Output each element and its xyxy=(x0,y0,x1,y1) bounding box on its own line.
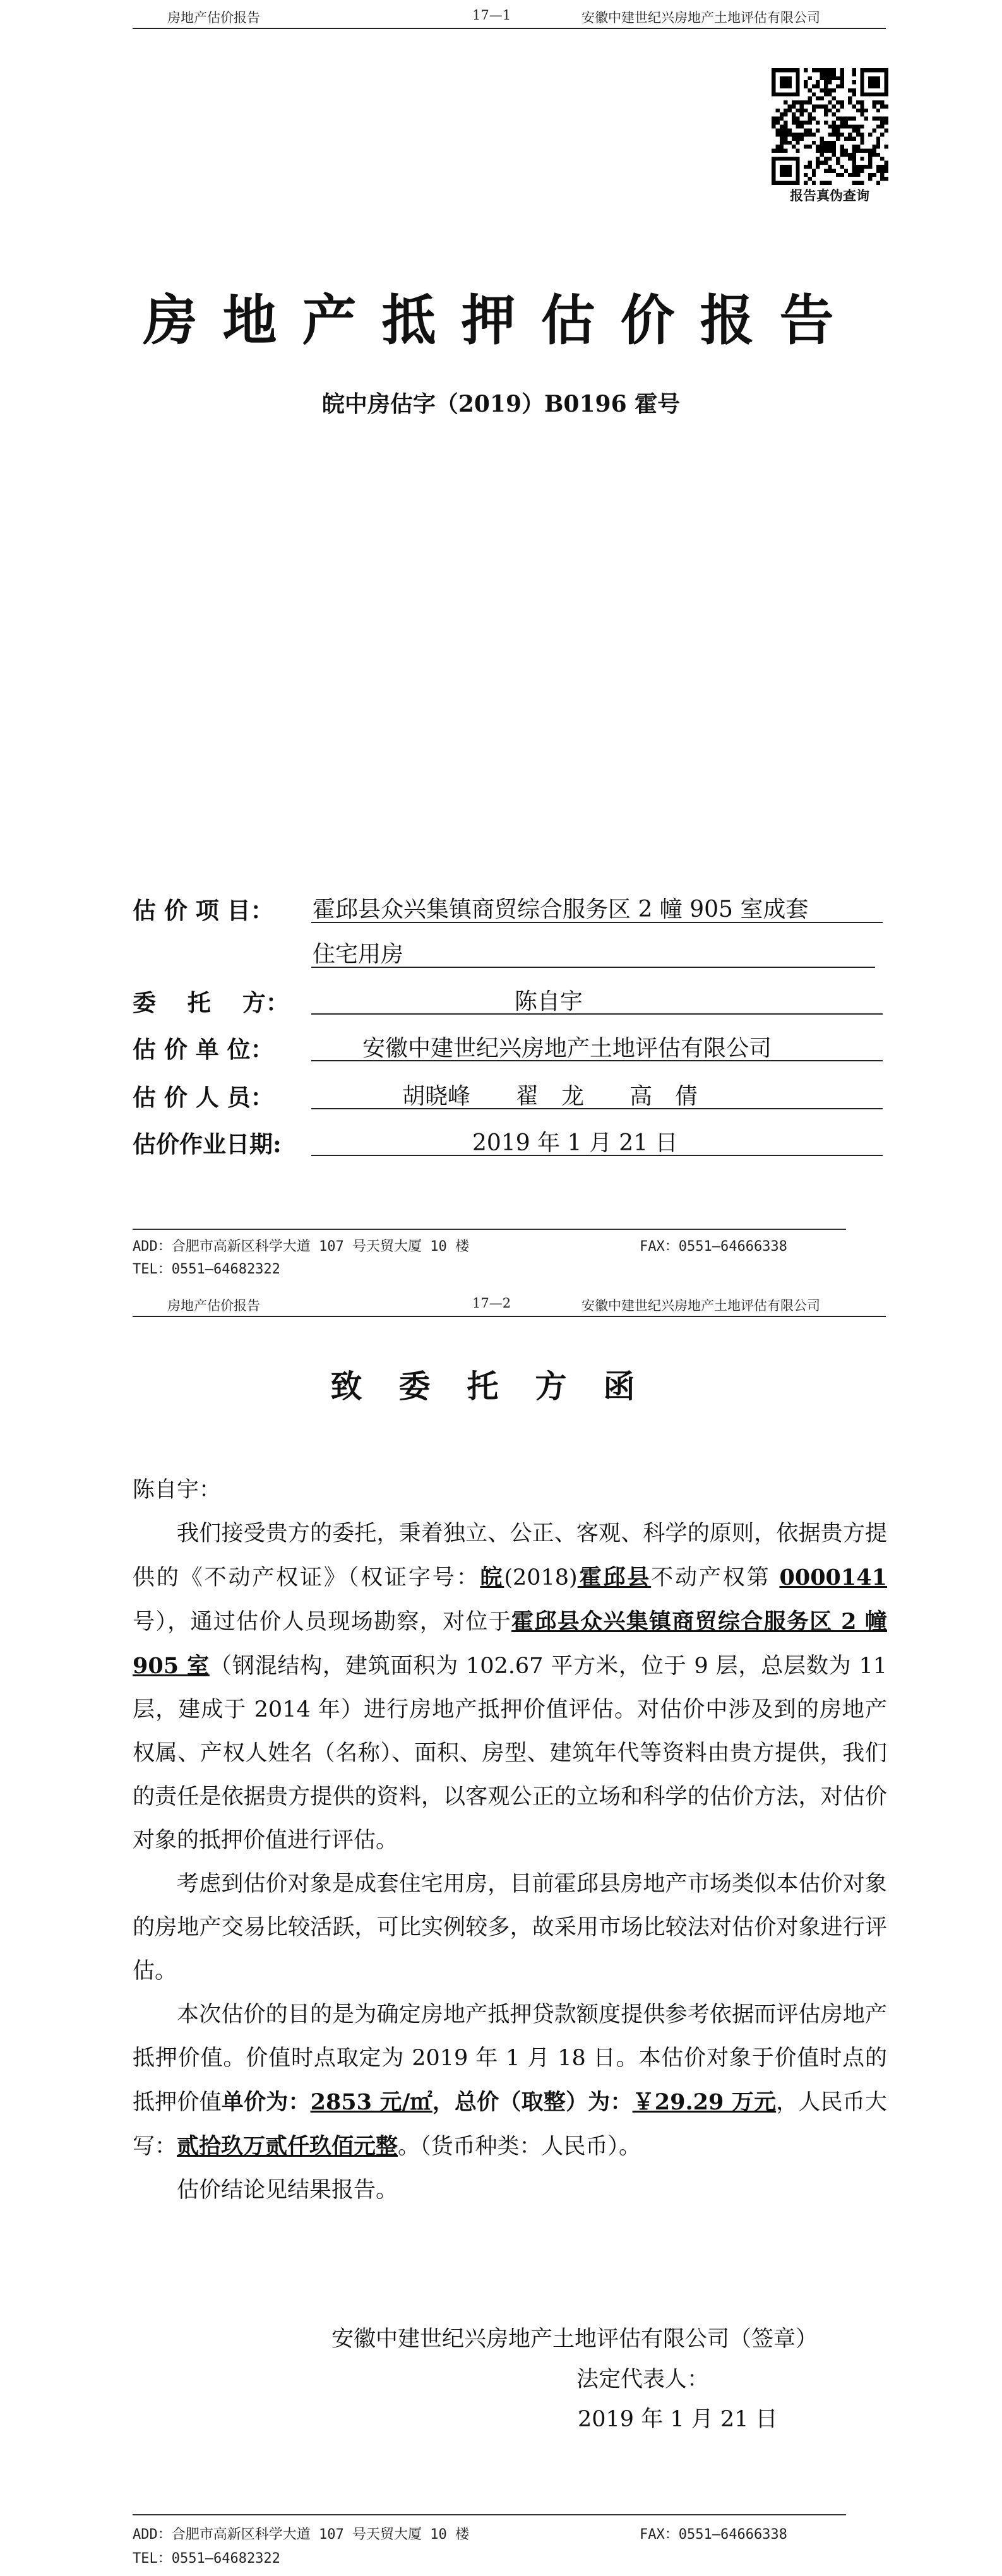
bold-text: ，总价（取整）为： xyxy=(432,2089,633,2115)
signature-representative: 法定代表人： xyxy=(576,2367,710,2392)
underlined-text: 霍邱县众兴集镇商贸综合服务区 2 幢 905 室 xyxy=(133,1609,887,1679)
project-value-line2: 住宅用房 xyxy=(313,941,404,967)
footer-fax: FAX：0551—64666338 xyxy=(640,2527,787,2543)
header-rule xyxy=(133,28,886,29)
header-rule xyxy=(133,1316,886,1317)
footer-tel: TEL：0551—64682322 xyxy=(133,2551,280,2567)
page-number: 17—2 xyxy=(472,1296,511,1311)
underline xyxy=(311,1060,883,1061)
text-run: (2018) xyxy=(504,1565,578,1590)
running-header-left: 房地产估价报告 xyxy=(167,1298,260,1313)
salutation: 陈自宇： xyxy=(133,1477,222,1503)
text-run: 我们接受贵方的委托，秉着独立、公正、客观、科学的原则，依据贵方提供的《不动产权证》（权证字号： xyxy=(133,1521,887,1590)
signature-date: 2019 年 1 月 21 日 xyxy=(578,2407,778,2432)
org-value: 安徽中建世纪兴房地产土地评估有限公司 xyxy=(362,1035,772,1061)
paragraph-2: 考虑到估价对象是成套住宅用房，目前霍邱县房地产市场类似本估价对象的房地产交易比较活跃，可比实例较多，故采用市场比较法对估价对象进行评估。 xyxy=(133,1871,887,1984)
text-run: （钢混结构，建筑面积为 102.67 平方米，位于 9 层，总层数为 11 层，建成于 2014 年）进行房地产抵押价值评估。对估价中涉及到的房地产权属、产权人姓名（名称）、面积、房型、建筑年代等资料由贵方提供，我们的责任是依据贵方提供的资料，以客观公正的立场和科学的估价方法，对估价对象的抵押价值进行评估。 xyxy=(133,1654,887,1853)
underline xyxy=(311,967,875,968)
underline xyxy=(311,1108,883,1109)
staff-value: 胡晓峰 翟 龙 高 倩 xyxy=(402,1083,698,1109)
date-value: 2019 年 1 月 21 日 xyxy=(472,1130,678,1156)
running-header-right: 安徽中建世纪兴房地产土地评估有限公司 xyxy=(582,1298,820,1313)
running-header-left: 房地产估价报告 xyxy=(167,10,260,25)
paragraph-3 xyxy=(133,1993,887,2169)
client-value: 陈自宇 xyxy=(515,989,583,1015)
unit-price: 2853 元/㎡ xyxy=(310,2089,432,2115)
footer-fax: FAX：0551—64666338 xyxy=(640,1239,787,1255)
running-header-right: 安徽中建世纪兴房地产土地评估有限公司 xyxy=(582,10,820,25)
underlined-text: 皖 xyxy=(480,1565,504,1590)
footer-rule xyxy=(133,2514,846,2515)
total-price: ￥29.29 万元 xyxy=(632,2089,777,2115)
client-label: 委 托 方： xyxy=(133,989,289,1017)
footer-tel: TEL：0551—64682322 xyxy=(133,1261,280,1277)
underlined-text: 0000141 xyxy=(779,1565,887,1590)
page-number: 17—1 xyxy=(472,8,511,23)
qr-caption: 报告真伪查询 xyxy=(790,188,869,203)
underline xyxy=(311,1013,883,1015)
amount-in-words: 贰拾玖万贰仟玖佰元整 xyxy=(177,2133,398,2159)
footer-rule xyxy=(133,1229,846,1230)
org-label: 估 价 单 位： xyxy=(133,1035,274,1063)
text-run: 不动产权第 xyxy=(651,1565,780,1590)
paragraph-4: 估价结论见结果报告。 xyxy=(177,2178,398,2203)
underline xyxy=(311,1155,883,1156)
footer-address: ADD：合肥市高新区科学大道 107 号天贸大厦 10 楼 xyxy=(133,1239,469,1255)
qr-code-icon[interactable] xyxy=(772,68,888,185)
project-value-line1: 霍邱县众兴集镇商贸综合服务区 2 幢 905 室成套 xyxy=(313,897,809,922)
signature-company: 安徽中建世纪兴房地产土地评估有限公司（签章） xyxy=(331,2327,818,2352)
text-run: 号），通过估价人员现场勘察，对位于 xyxy=(133,1609,512,1635)
bold-text: 单价为： xyxy=(221,2089,311,2115)
underlined-text: 霍邱县 xyxy=(577,1565,652,1590)
text-run: 。（货币种类：人民币）。 xyxy=(398,2134,641,2159)
report-number: 皖中房估字（2019）B0196 霍号 xyxy=(321,391,681,417)
letter-body xyxy=(133,1469,887,2212)
footer-address: ADD：合肥市高新区科学大道 107 号天贸大厦 10 楼 xyxy=(133,2527,469,2543)
paragraph-1 xyxy=(133,1512,887,1863)
staff-label: 估 价 人 员： xyxy=(133,1083,274,1111)
text-run: 本次估价的目的是为确定房地产抵押贷款额度提供参考依据而评估房地产抵押价值。价值时点取定为 2019 年 1 月 18 日。本估价对象于价值时点的抵押价值 xyxy=(133,2002,887,2115)
underline xyxy=(311,922,883,923)
letter-title: 致委托方函 xyxy=(330,1368,672,1405)
report-title: 房地产抵押估价报告 xyxy=(143,289,859,352)
project-label: 估 价 项 目： xyxy=(133,897,274,924)
date-label: 估价作业日期: xyxy=(133,1130,282,1158)
text-run: ，人民币大写： xyxy=(133,2090,887,2159)
